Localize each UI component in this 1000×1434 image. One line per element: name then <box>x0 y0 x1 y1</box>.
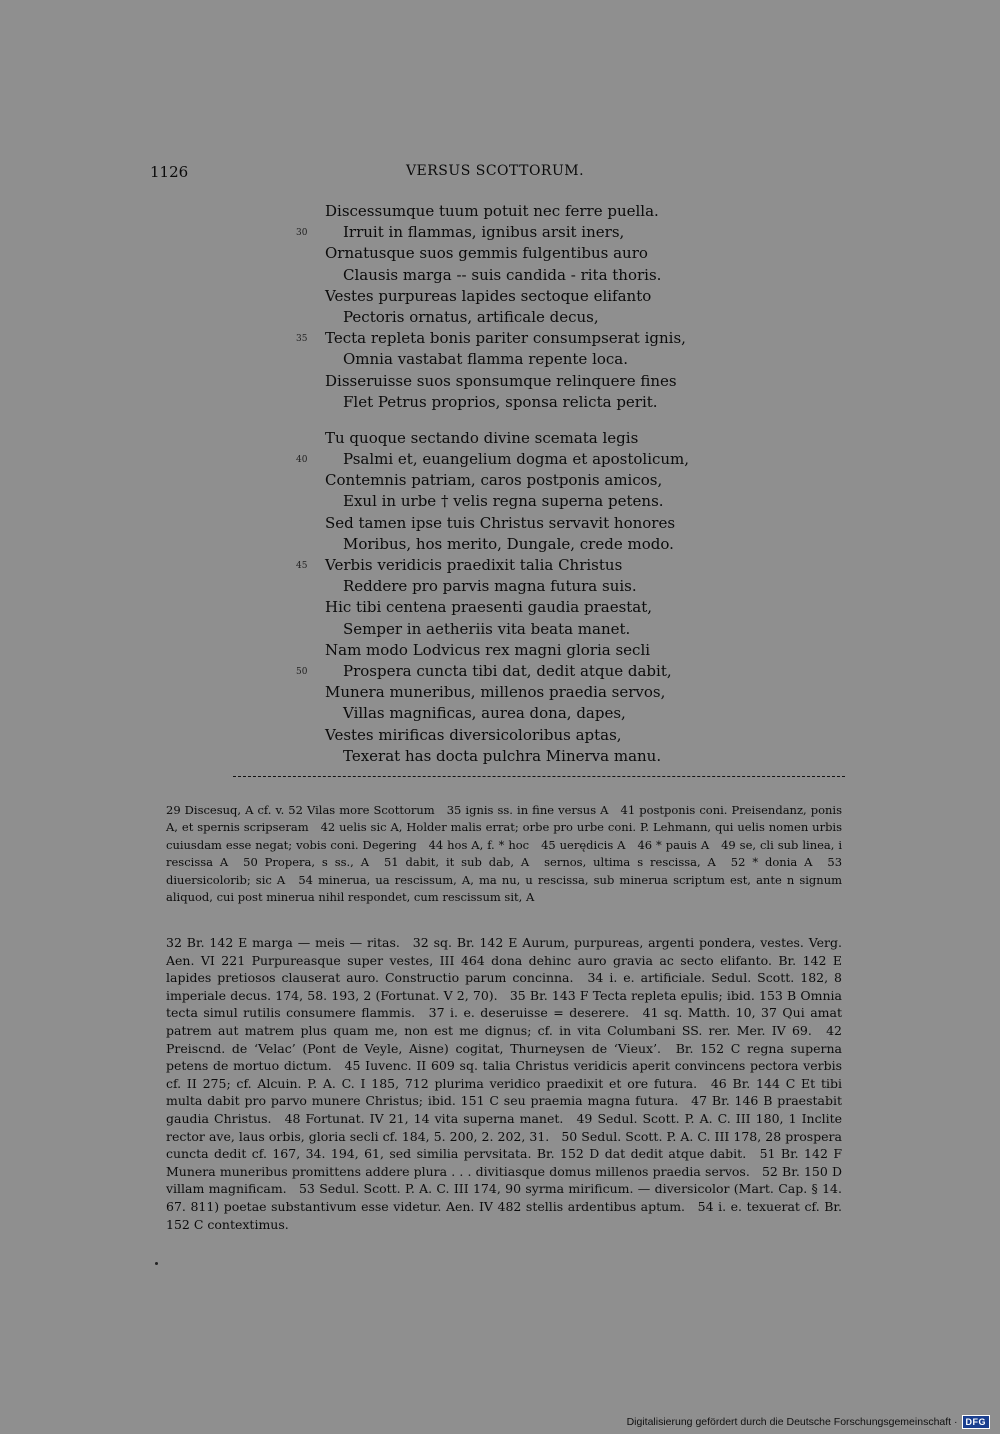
verse-text: Psalmi et, euangelium dogma et apostolicum, <box>343 450 690 469</box>
source-note: 45 Iuvenc. II 609 sq. talia Christus veridicis aperit convincens pectora verbis cf. II 275; cf. Alcuin. P. A. C. I 185, 712 plurima veridico praedixit et ore futura. <box>166 1058 842 1091</box>
verse-line <box>296 682 756 703</box>
verse-line <box>296 349 756 370</box>
source-note: 32 sq. Br. 142 E Aurum, purpureas, argenti pondera, vestes. Verg. Aen. VI 221 Purpureasque super vestes, III 464 dona dehinc auro gravia ac secto elifanto. Br. 142 E lapides pretiosos clauserat auro. Constructio parum concinna. <box>166 935 842 986</box>
verse-line <box>296 428 756 449</box>
stray-mark <box>155 1262 158 1265</box>
separator-rule <box>233 776 845 777</box>
apparatus-note: 41 postponis coni. Preisendanz, ponis A, et spernis scripseram <box>166 803 843 835</box>
line-number: 30 <box>296 228 308 239</box>
apparatus-note: 45 uerędicis A <box>541 837 626 852</box>
verse-text: Flet Petrus proprios, sponsa relicta perit. <box>343 392 658 411</box>
running-title: VERSUS SCOTTORUM. <box>405 163 585 179</box>
apparatus-note: sernos, ultima s rescissa, A <box>544 855 716 870</box>
line-number: 40 <box>296 455 308 466</box>
apparatus-note: 53 diuersicolorib; sic A <box>166 855 843 887</box>
apparatus-note: 35 ignis ss. in fine versus A <box>446 803 609 817</box>
verse-line <box>296 661 756 682</box>
apparatus-note: 42 uelis sic A, Holder malis errat; orbe pro urbe coni. P. Lehmann, qui uelis nomen urbis cuiusdam esse negat; vobis coni. Degering <box>166 820 843 852</box>
verse-text: Tecta repleta bonis pariter consumpserat ignis, <box>325 329 686 348</box>
verse-line <box>296 746 756 767</box>
source-note: 51 Br. 142 F Munera muneribus promittens addere plura . . . divitiasque domus millenos praedia servos. <box>166 1146 842 1179</box>
verse-text: Villas magnificas, aurea dona, dapes, <box>343 704 626 723</box>
verse-text: Nam modo Lodvicus rex magni gloria secli <box>325 640 651 659</box>
verse-text: Vestes purpureas lapides sectoque elifanto <box>325 286 652 305</box>
stanza <box>296 428 756 767</box>
verse-line <box>296 286 756 307</box>
verse-text: Sed tamen ipse tuis Christus servavit honores <box>325 513 676 532</box>
verse-line <box>296 328 756 349</box>
verse-line <box>296 470 756 491</box>
verse-line <box>296 534 756 555</box>
verse-line <box>296 392 756 413</box>
verse-text: Munera muneribus, millenos praedia servos, <box>325 683 666 702</box>
verse-line <box>296 555 756 576</box>
line-number: 35 <box>296 334 308 345</box>
source-note: 53 Sedul. Scott. P. A. C. III 174, 90 syrma mirificum. — diversicolor (Mart. Cap. § 14. 67. 811) poetae substantivum esse videtur. Aen. IV 482 stellis ardentibus aptum. <box>166 1181 842 1214</box>
verse-text: Irruit in flammas, ignibus arsit iners, <box>343 223 625 242</box>
footer <box>627 1413 990 1431</box>
apparatus-note: 54 minerua, ua rescissum, A, ma nu, u rescissa, sub minerua scriptum est, ante n signum aliquod, cui post minerua nihil respondet, cum rescissum sit, A <box>166 872 843 905</box>
verse-text: Clausis marga -- suis candida - rita thoris. <box>343 265 662 284</box>
verse-line <box>296 513 756 534</box>
verse-text: Contemnis patriam, caros postponis amicos, <box>325 471 663 490</box>
verse-text: Ornatusque suos gemmis fulgentibus auro <box>325 244 648 263</box>
source-note: 47 Br. 146 B praestabit gaudia Christus. <box>166 1093 842 1126</box>
verse-text: Exul in urbe † velis regna superna petens. <box>343 492 664 511</box>
verse-text: Texerat has docta pulchra Minerva manu. <box>343 746 662 765</box>
verse-line <box>296 449 756 470</box>
critical-apparatus <box>166 802 842 906</box>
stanza <box>296 201 756 413</box>
apparatus-note: 46 * pauis A <box>637 837 710 852</box>
apparatus-note: 49 se, cli sub linea, i rescissa A <box>166 837 843 870</box>
apparatus-note: 44 hos A, f. * hoc <box>428 837 530 852</box>
apparatus-note: 50 Propera, s ss., A <box>243 855 370 870</box>
verse-line <box>296 243 756 264</box>
apparatus-note: 51 dabit, it sub dab, A <box>383 855 530 870</box>
source-note: 52 Br. 150 D villam magnificam. <box>166 1163 843 1197</box>
verse-text: Semper in aetheriis vita beata manet. <box>343 619 631 638</box>
verse-text: Reddere pro parvis magna futura suis. <box>343 577 637 596</box>
verse-text: Vestes mirificas diversicoloribus aptas, <box>325 725 622 744</box>
footer-credit: Digitalisierung gefördert durch die Deutsche Forschungsgemeinschaft · <box>626 1416 958 1428</box>
verse-line <box>296 222 756 243</box>
verse-text: Disseruisse suos sponsumque relinquere fines <box>325 371 677 390</box>
source-note: 49 Sedul. Scott. P. A. C. III 180, 1 Inclite rector ave, laus orbis, gloria secli cf. 184, 5. 200, 2. 202, 31. <box>166 1110 842 1144</box>
page-number: 1126 <box>150 163 189 181</box>
page-header <box>150 163 840 185</box>
verse-text: Verbis veridicis praedixit talia Christus <box>325 556 623 574</box>
verse-text: Prospera cuncta tibi dat, dedit atque dabit, <box>343 661 672 680</box>
source-notes <box>166 934 842 1233</box>
verse-line <box>296 725 756 746</box>
dfg-logo-icon: DFG <box>962 1415 991 1429</box>
verse-line <box>296 576 756 597</box>
verse-line <box>296 307 756 328</box>
source-note: 46 Br. 144 C Et tibi multa dabit pro parvo munere Christus; ibid. 151 C seu praemia magna futura. <box>166 1075 842 1109</box>
verse-line <box>296 491 756 512</box>
verse-line <box>296 201 756 222</box>
line-number: 50 <box>296 666 308 677</box>
poem-text <box>296 201 756 782</box>
source-note: 37 i. e. deseruisse = deserere. <box>428 1005 630 1021</box>
verse-text: Discessumque tuum potuit nec ferre puella. <box>325 202 659 220</box>
verse-line <box>296 640 756 661</box>
verse-text: Hic tibi centena praesenti gaudia praestat, <box>325 598 653 617</box>
source-note: 41 sq. Matth. 10, 37 Qui amat patrem aut matrem plus quam me, non est me dignus; cf. in vita Columbani SS. rer. Mer. IV 69. <box>166 1005 842 1038</box>
verse-text: Omnia vastabat flamma repente loca. <box>343 350 629 369</box>
verse-line <box>296 597 756 618</box>
source-note: 50 Sedul. Scott. P. A. C. III 178, 28 prospera cuncta dedit cf. 167, 34. 194, 61, sed similia pervsitata. Br. 152 D dat dedit atque dabit. <box>166 1128 842 1162</box>
verse-line <box>296 265 756 286</box>
verse-text: Pectoris ornatus, artificale decus, <box>343 307 599 326</box>
verse-text: Tu quoque sectando divine scemata legis <box>325 428 639 447</box>
source-note: 42 Preiscnd. de ‘Velac’ (Pont de Veyle, Aisne) cogitat, Thurneysen de ‘Vieux’. <box>166 1022 842 1056</box>
source-note: 35 Br. 143 F Tecta repleta epulis; ibid. 153 B Omnia tecta simul rutilis consumere flammis. <box>166 987 842 1021</box>
source-note: 34 i. e. artificiale. Sedul. Scott. 182, 8 imperiale decus. 174, 58. 193, 2 (Fortunat. V 2, 70). <box>166 970 842 1003</box>
verse-line <box>296 371 756 392</box>
line-number: 45 <box>296 561 308 571</box>
apparatus-note: 52 * donia A <box>730 855 813 870</box>
source-note: 48 Fortunat. IV 21, 14 vita superna manet. <box>284 1110 564 1126</box>
verse-line <box>296 619 756 640</box>
verse-line <box>296 703 756 724</box>
source-note: Br. 152 C regna superna petens de mortuo dictum. <box>166 1040 842 1074</box>
source-note: 32 Br. 142 E marga — meis — ritas. <box>166 935 400 950</box>
source-note: 54 i. e. texuerat cf. Br. 152 C contextimus. <box>166 1198 843 1232</box>
apparatus-note: 29 Discesuq, A cf. v. 52 Vilas more Scottorum <box>166 803 435 817</box>
verse-text: Moribus, hos merito, Dungale, crede modo. <box>343 534 674 553</box>
